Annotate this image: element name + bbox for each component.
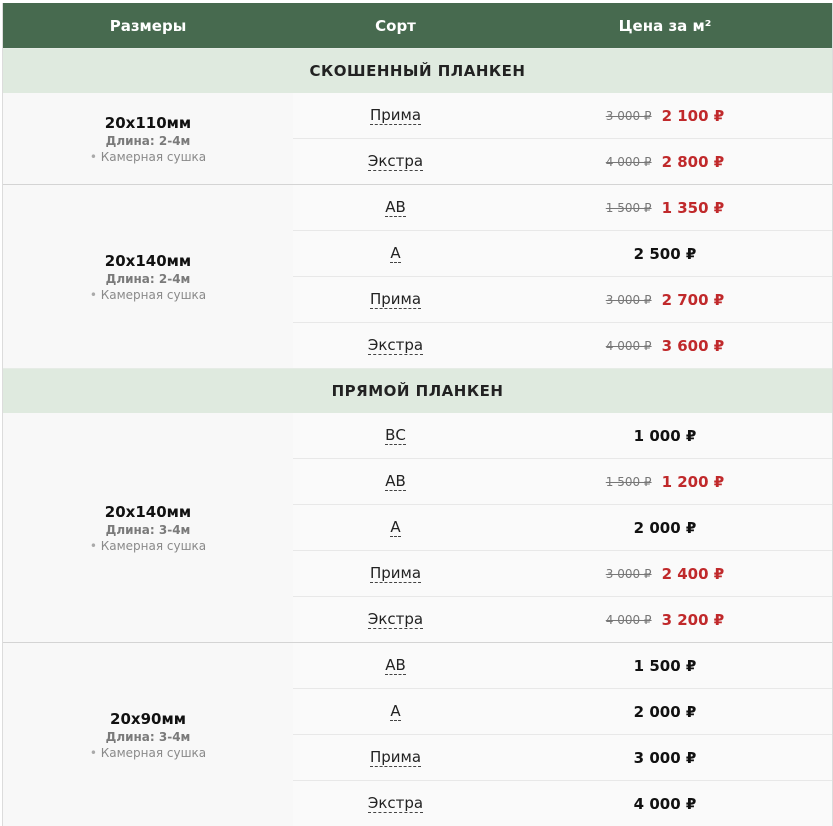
grade-link[interactable]: А xyxy=(390,701,401,720)
table-row xyxy=(293,93,832,138)
grade-cell xyxy=(293,459,498,504)
grade-link[interactable]: Прима xyxy=(369,563,422,582)
old-price: 4 000 ₽ xyxy=(605,338,652,353)
section-title: ПРЯМОЙ ПЛАНКЕН xyxy=(3,368,832,413)
size-drying xyxy=(90,288,206,302)
old-price: 3 000 ₽ xyxy=(605,108,652,123)
drying-label: Камерная сушка xyxy=(100,745,207,760)
grade-link[interactable]: Прима xyxy=(369,105,422,124)
size-drying xyxy=(90,539,206,553)
size-cell xyxy=(3,185,293,368)
table-row xyxy=(293,458,832,504)
grade-cell xyxy=(293,597,498,642)
grade-cell xyxy=(293,277,498,322)
old-price: 4 000 ₽ xyxy=(605,154,652,169)
price-cell xyxy=(498,551,832,596)
table-row xyxy=(293,322,832,368)
header-grade: Сорт xyxy=(375,16,416,35)
section-title: СКОШЕННЫЙ ПЛАНКЕН xyxy=(3,48,832,93)
grade-cell xyxy=(293,505,498,550)
table-row xyxy=(293,780,832,826)
grade-cell xyxy=(293,781,498,826)
header-price: Цена за м² xyxy=(618,16,712,35)
grade-cell xyxy=(293,139,498,184)
size-length: Длина: 3-4м xyxy=(105,729,191,744)
price-cell xyxy=(498,231,832,276)
price-cell xyxy=(498,735,832,780)
price-value: 2 000 ₽ xyxy=(633,702,697,721)
price-cell xyxy=(498,277,832,322)
price-value: 2 000 ₽ xyxy=(633,518,697,537)
size-drying xyxy=(90,746,206,760)
size-length: Длина: 2-4м xyxy=(105,271,191,286)
size-cell xyxy=(3,643,293,826)
bullet-icon: • xyxy=(89,538,97,553)
table-row xyxy=(293,413,832,458)
grade-cell xyxy=(293,323,498,368)
table-row xyxy=(293,550,832,596)
table-row xyxy=(293,734,832,780)
price-cell xyxy=(498,93,832,138)
price-cell xyxy=(498,459,832,504)
grade-link[interactable]: Экстра xyxy=(367,335,424,354)
size-group xyxy=(3,642,832,826)
size-cell xyxy=(3,413,293,642)
sale-price: 1 200 ₽ xyxy=(661,472,725,491)
price-value: 1 000 ₽ xyxy=(633,426,697,445)
grade-cell xyxy=(293,185,498,230)
sale-price: 1 350 ₽ xyxy=(661,198,725,217)
table-row xyxy=(293,596,832,642)
grade-link[interactable]: АВ xyxy=(385,471,406,490)
old-price: 1 500 ₽ xyxy=(605,474,652,489)
price-cell xyxy=(498,139,832,184)
sale-price: 2 700 ₽ xyxy=(661,290,725,309)
grade-cell xyxy=(293,735,498,780)
drying-label: Камерная сушка xyxy=(100,538,207,553)
table-row xyxy=(293,276,832,322)
price-table xyxy=(2,3,833,826)
drying-label: Камерная сушка xyxy=(100,287,207,302)
header-size: Размеры xyxy=(109,16,187,35)
grade-cell xyxy=(293,643,498,688)
price-cell xyxy=(498,505,832,550)
sale-price: 2 100 ₽ xyxy=(661,106,725,125)
grade-link[interactable]: А xyxy=(390,243,401,262)
table-row xyxy=(293,643,832,688)
table-row xyxy=(293,688,832,734)
price-cell xyxy=(498,413,832,458)
size-length: Длина: 3-4м xyxy=(105,522,191,537)
grade-link[interactable]: АВ xyxy=(385,197,406,216)
grade-link[interactable]: А xyxy=(390,517,401,536)
sale-price: 2 800 ₽ xyxy=(661,152,725,171)
grade-cell xyxy=(293,231,498,276)
grade-cell xyxy=(293,413,498,458)
size-dimensions: 20x140мм xyxy=(104,502,192,521)
price-cell xyxy=(498,689,832,734)
size-dimensions: 20x110мм xyxy=(104,113,192,132)
grade-cell xyxy=(293,689,498,734)
grade-link[interactable]: Экстра xyxy=(367,609,424,628)
sale-price: 3 200 ₽ xyxy=(661,610,725,629)
grade-link[interactable]: Экстра xyxy=(367,793,424,812)
old-price: 1 500 ₽ xyxy=(605,200,652,215)
grade-link[interactable]: Прима xyxy=(369,289,422,308)
price-value: 2 500 ₽ xyxy=(633,244,697,263)
price-cell xyxy=(498,643,832,688)
table-row xyxy=(293,138,832,184)
table-header xyxy=(3,3,832,48)
price-cell xyxy=(498,185,832,230)
price-cell xyxy=(498,597,832,642)
grade-link[interactable]: Экстра xyxy=(367,151,424,170)
price-value: 3 000 ₽ xyxy=(633,748,697,767)
bullet-icon: • xyxy=(89,287,97,302)
size-length: Длина: 2-4м xyxy=(105,133,191,148)
old-price: 3 000 ₽ xyxy=(605,292,652,307)
grade-link[interactable]: ВС xyxy=(385,425,406,444)
price-cell xyxy=(498,781,832,826)
table-row xyxy=(293,504,832,550)
size-drying xyxy=(90,150,206,164)
grade-cell xyxy=(293,93,498,138)
size-group xyxy=(3,413,832,642)
size-group xyxy=(3,184,832,368)
table-row xyxy=(293,185,832,230)
sale-price: 3 600 ₽ xyxy=(661,336,725,355)
old-price: 4 000 ₽ xyxy=(605,612,652,627)
drying-label: Камерная сушка xyxy=(100,149,207,164)
old-price: 3 000 ₽ xyxy=(605,566,652,581)
grade-cell xyxy=(293,551,498,596)
bullet-icon: • xyxy=(89,745,97,760)
table-row xyxy=(293,230,832,276)
price-value: 1 500 ₽ xyxy=(633,656,697,675)
size-dimensions: 20x140мм xyxy=(104,251,192,270)
price-value: 4 000 ₽ xyxy=(633,794,697,813)
sale-price: 2 400 ₽ xyxy=(661,564,725,583)
bullet-icon: • xyxy=(89,149,97,164)
size-cell xyxy=(3,93,293,184)
grade-link[interactable]: АВ xyxy=(385,655,406,674)
size-group xyxy=(3,93,832,184)
table-body xyxy=(3,48,832,826)
grade-link[interactable]: Прима xyxy=(369,747,422,766)
size-dimensions: 20x90мм xyxy=(110,709,186,728)
price-cell xyxy=(498,323,832,368)
